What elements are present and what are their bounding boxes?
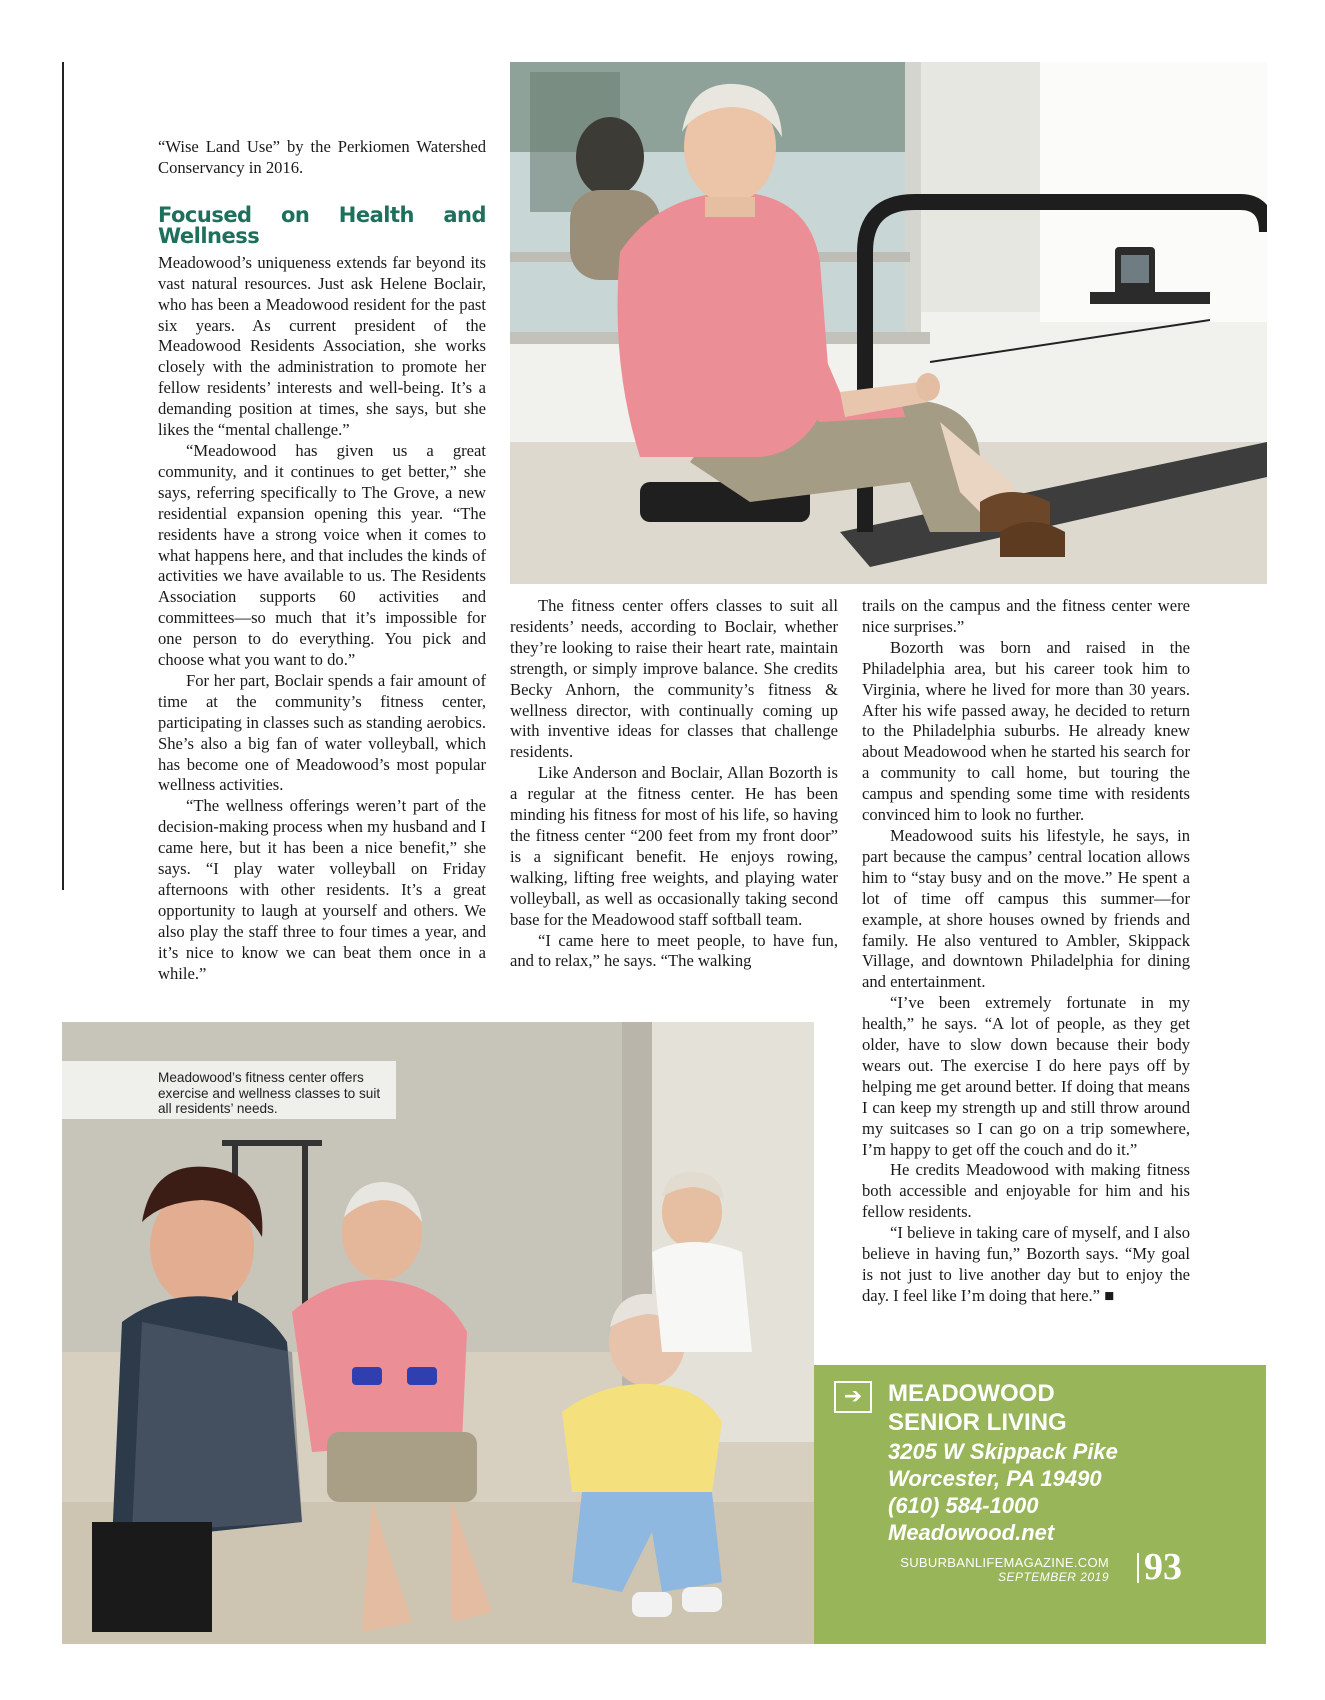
paragraph: “Meadowood has given us a great community, and it continues to get better,” she says, referring specifically to The Grove, a new residential expansion opening this year. “The residents have a strong voice when it comes to what happens here, and that includes the kinds of activities we have available to us. The Residents Association supports 60 activities and committees—so much that it’s impossible for one person to do everything. You pick and choose what you want to do.” [158,440,486,670]
intro-text: “Wise Land Use” by the Perkiomen Watershed Conservancy in 2016. [158,137,486,177]
article-column-2 [510,596,838,972]
paragraph: Meadowood’s uniqueness extends far beyond its vast natural resources. Just ask Helene Boclair, who has been a Meadowood resident for the past six years. As current president of the Meadowood Residents Association, she works closely with the administration to promote her fellow residents’ interests and well-being. It’s a demanding position at times, she says, but she likes the “mental challenge.” [158,252,486,440]
section-heading: Focused on Health and Wellness [158,202,486,248]
paragraph: Like Anderson and Boclair, Allan Bozorth is a regular at the fitness center. He has been minding his fitness for most of his life, so having the fitness center “200 feet from my front door” is a significant benefit. He enjoys rowing, walking, lifting free weights, and playing water volleyball, as well as occasionally taking second base for the Meadowood staff softball team. [510,763,838,929]
rowing-photo [510,62,1267,584]
paragraph: “I came here to meet people, to have fun, and to relax,” he says. “The walking [510,930,838,971]
photo-caption: Meadowood’s fitness center offers exercise and wellness classes to suit all residents’ needs. [62,1061,396,1119]
paragraph: trails on the campus and the fitness center were nice surprises.” [862,596,1190,636]
paragraph: “The wellness offerings weren’t part of the decision-making process when my husband and I came here, but it has been a nice benefit,” she says. “I play water volleyball on Friday afternoons with other residents. It’s a great opportunity to laugh at yourself and others. We also play the staff three to four times a year, and it’s nice to know we can beat them once in a while.” [158,796,486,983]
website-link[interactable]: Meadowood.net [888,1520,1055,1545]
business-name-line-2: SENIOR LIVING [888,1409,1067,1436]
paragraph: “I’ve been extremely fortunate in my health,” he says. “A lot of people, as they get older, have to slow down because their body wears out. The exercise I do here pays off by helping me get around better. If doing that means I can keep my strength up and still throw around my suitcases so I can go on a trip somewhere, I’m happy to get off the couch and do it.” [862,993,1190,1159]
address-line-1: 3205 W Skippack Pike [888,1439,1118,1464]
address-line-2: Worcester, PA 19490 [888,1466,1102,1491]
paragraph: Meadowood suits his lifestyle, he says, in part because the campus’ central location allows him to “stay busy and on the move.” He spent a lot of time off campus this summer—for example, at shore houses owned by friends and family. He also ventured to Ambler, Skippack Village, and downtown Philadelphia for dining and entertainment. [862,825,1190,992]
arrow-right-icon: ➔ [834,1381,872,1413]
paragraph: For her part, Boclair spends a fair amount of time at the community’s fitness center, participating in classes such as standing aerobics. She’s also a big fan of water volleyball, which has become one of Meadowood’s most popular wellness activities. [158,670,486,795]
business-name [888,1379,1067,1437]
folio-divider [1137,1553,1139,1583]
article-column-3 [862,596,1190,1307]
margin-rule [62,62,64,890]
contact-info-box [814,1365,1266,1644]
folio-website: SUBURBANLIFEMAGAZINE.COM [900,1555,1109,1570]
paragraph: Bozorth was born and raised in the Philadelphia area, but his career took him to Virginia, where he lived for more than 30 years. After his wife passed away, he decided to return to the Philadelphia suburbs. He already knew about Meadowood when he started his search for a community to call home, but touring the campus and spending some time with residents convinced him to look no further. [862,637,1190,825]
page-number: 93 [1144,1546,1182,1588]
paragraph: He credits Meadowood with making fitness both accessible and enjoyable for him and his fellow residents. [862,1160,1190,1222]
article-column-1 [158,137,486,985]
business-name-line-1: MEADOWOOD [888,1380,1055,1407]
folio-date: SEPTEMBER 2019 [997,1570,1109,1584]
paragraph: The fitness center offers classes to suit all residents’ needs, according to Boclair, whether they’re looking to raise their heart rate, maintain strength, or simply improve balance. She credits Becky Anhorn, the community’s fitness & wellness director, with continually coming up with inventive ideas for classes that challenge residents. [510,596,838,762]
phone-number[interactable]: (610) 584-1000 [888,1493,1039,1518]
paragraph: “I believe in taking care of myself, and I also believe in having fun,” Bozorth says. “My goal is not just to live another day but to enjoy the day. I feel like I’m doing that here.” ■ [862,1223,1190,1305]
